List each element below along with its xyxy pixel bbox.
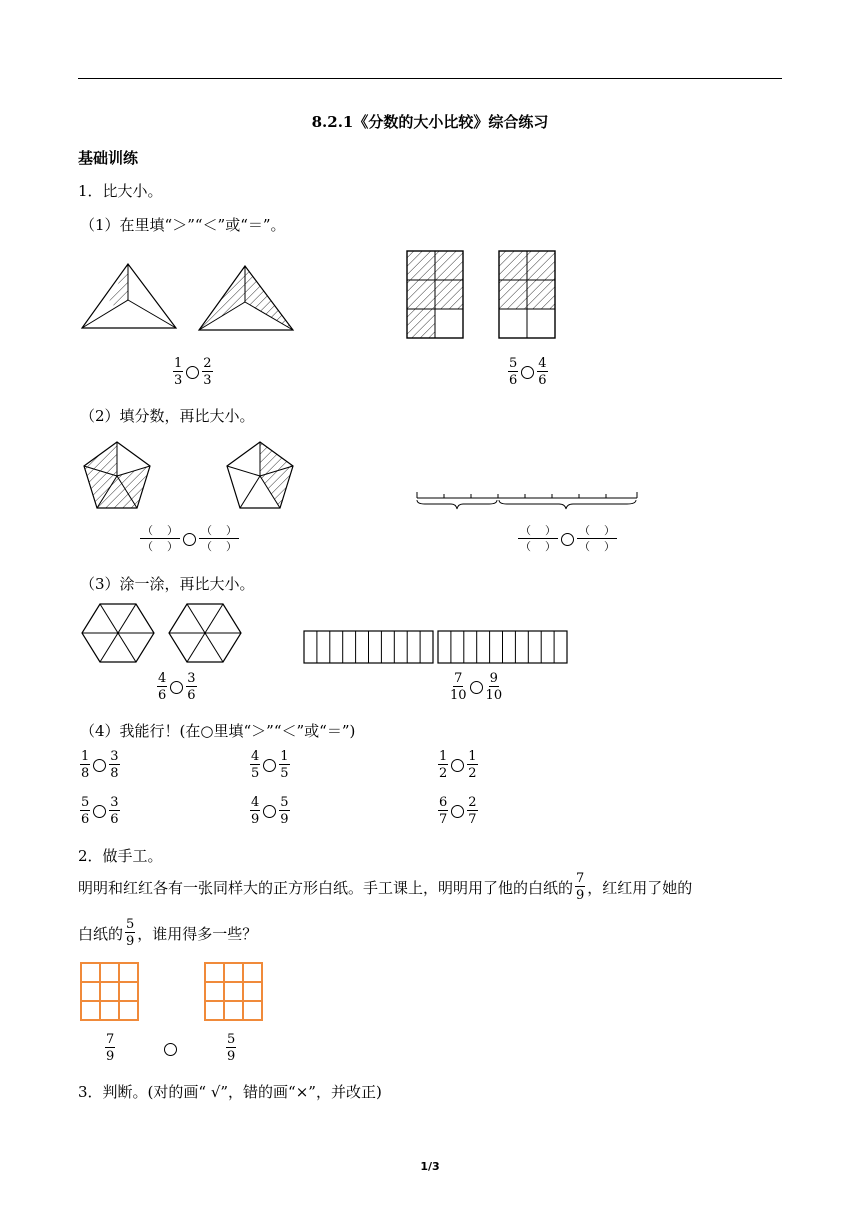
compare-4-1: $\frac{1}{8}$ $\frac{3}{8}$ — [81, 749, 119, 781]
answer-circle[interactable] — [451, 759, 464, 772]
compare-2-2 — [518, 525, 617, 553]
answer-circle[interactable] — [451, 805, 464, 818]
compare-4-2: $\frac{4}{5}$ $\frac{1}{5}$ — [251, 749, 289, 781]
q1-part2-instruction: （2）填分数，再比大小。 — [80, 407, 255, 425]
paper-grid-right — [204, 962, 264, 1022]
compare-4-6: $\frac{6}{7}$ $\frac{2}{7}$ — [439, 795, 477, 827]
q1-part1-instruction: （1）在里填“＞”“＜”或“＝”。 — [80, 216, 286, 234]
denominator-blank[interactable]: （ ） — [201, 540, 237, 554]
q2-heading: 2．做手工。 — [78, 847, 163, 865]
bar-figure-tenths-left — [303, 630, 435, 666]
denominator-blank[interactable]: （ ） — [579, 540, 615, 554]
answer-circle[interactable] — [470, 681, 483, 694]
triangle-figure-one-third — [80, 262, 180, 332]
segment-line-figure — [415, 488, 640, 514]
rectangle-figure-five-sixths — [406, 250, 466, 340]
numerator-blank[interactable]: （ ） — [518, 525, 558, 539]
answer-circle[interactable] — [93, 759, 106, 772]
compare-3-1: $\frac{4}{6}$ $\frac{3}{6}$ — [158, 671, 196, 703]
answer-circle[interactable] — [164, 1043, 177, 1056]
q2-label-right: $\frac{5}{9}$ — [227, 1032, 236, 1064]
q1-heading: 1．比大小。 — [78, 182, 163, 200]
numerator-blank[interactable]: （ ） — [577, 525, 617, 539]
page-number: 1/3 — [420, 1160, 440, 1173]
rectangle-figure-four-sixths — [498, 250, 558, 340]
q1-part3-instruction: （3）涂一涂，再比大小。 — [80, 575, 255, 593]
answer-circle[interactable] — [561, 533, 574, 546]
section-heading: 基础训练 — [78, 149, 139, 167]
compare-4-5: $\frac{4}{9}$ $\frac{5}{9}$ — [251, 795, 289, 827]
answer-circle[interactable] — [263, 805, 276, 818]
hexagon-figure-left — [80, 602, 158, 664]
answer-circle[interactable] — [93, 805, 106, 818]
compare-1-2: $\frac{5}{6}$ $\frac{4}{6}$ — [509, 356, 547, 388]
hexagon-figure-right — [167, 602, 245, 664]
answer-circle[interactable] — [521, 366, 534, 379]
page-title: 8.2.1《分数的大小比较》综合练习 — [311, 113, 549, 131]
triangle-figure-two-thirds — [197, 264, 297, 334]
header-rule — [78, 78, 782, 79]
answer-circle[interactable] — [186, 366, 199, 379]
compare-4-3: $\frac{1}{2}$ $\frac{1}{2}$ — [439, 749, 477, 781]
q1-part4-instruction: （4）我能行！(在○里填“＞”“＜”或“＝”) — [80, 722, 356, 740]
compare-4-4: $\frac{5}{6}$ $\frac{3}{6}$ — [81, 795, 119, 827]
numerator-blank[interactable]: （ ） — [140, 525, 180, 539]
compare-3-2: $\frac{7}{10}$ $\frac{9}{10}$ — [450, 671, 503, 703]
denominator-blank[interactable]: （ ） — [520, 540, 556, 554]
numerator-blank[interactable]: （ ） — [199, 525, 239, 539]
paper-grid-left — [80, 962, 140, 1022]
answer-circle[interactable] — [170, 681, 183, 694]
pentagon-figure-left — [80, 440, 154, 512]
bar-figure-tenths-right — [437, 630, 569, 666]
q2-label-left: $\frac{7}{9}$ — [106, 1032, 115, 1064]
q2-text-line1: 明明和红红各有一张同样大的正方形白纸。手工课上，明明用了他的白纸的 $\frac{7}{9}$ ，红红用了她的 — [78, 871, 693, 903]
compare-2-1 — [140, 525, 239, 553]
pentagon-figure-right — [223, 440, 297, 512]
compare-1-1: $\frac{1}{3}$ $\frac{2}{3}$ — [174, 356, 212, 388]
answer-circle[interactable] — [263, 759, 276, 772]
answer-circle[interactable] — [183, 533, 196, 546]
denominator-blank[interactable]: （ ） — [142, 540, 178, 554]
q2-text-line2: 白纸的 $\frac{5}{9}$ ，谁用得多一些？ — [78, 917, 258, 949]
q3-heading: 3．判断。(对的画“ √”，错的画“×”，并改正) — [78, 1083, 382, 1101]
